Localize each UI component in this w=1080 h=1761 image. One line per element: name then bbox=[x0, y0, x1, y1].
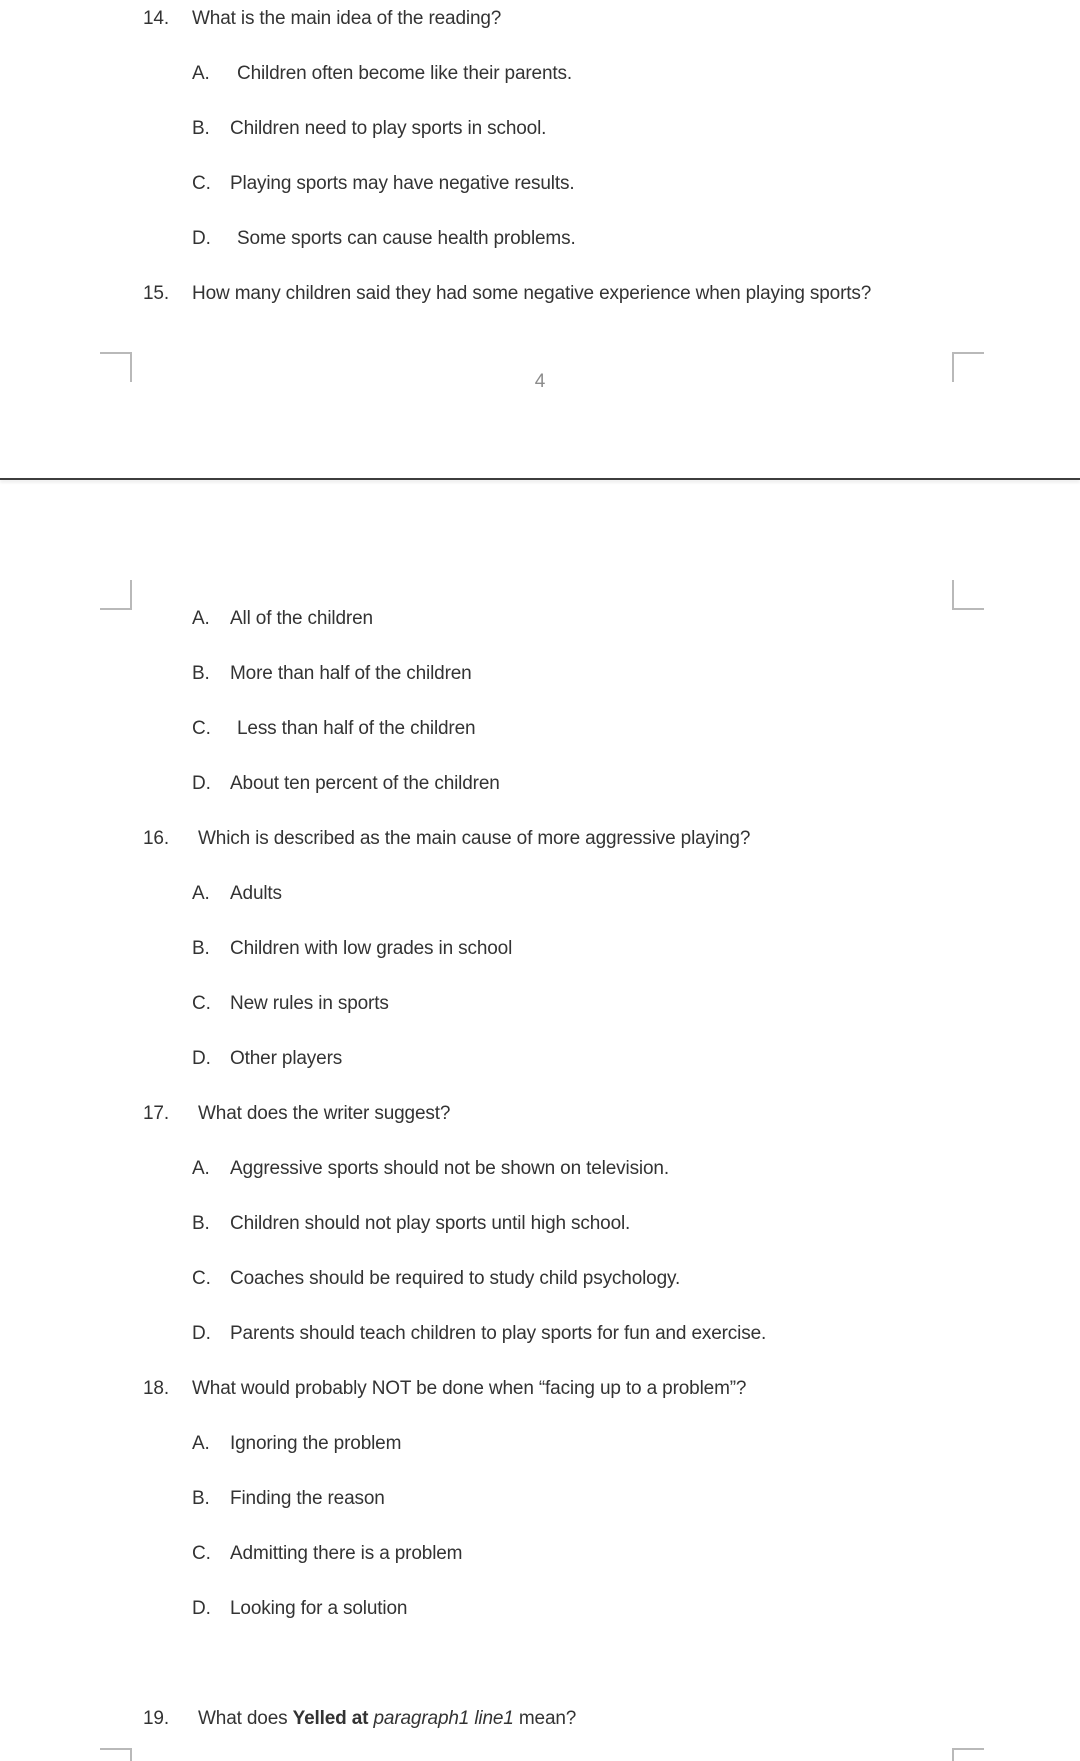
option-letter: C. bbox=[192, 1543, 211, 1564]
option-letter: D. bbox=[192, 1323, 211, 1344]
option-letter: D. bbox=[192, 228, 211, 249]
question-text bbox=[198, 1708, 576, 1730]
option-text: Looking for a solution bbox=[230, 1598, 408, 1619]
option-text: Playing sports may have negative results. bbox=[230, 173, 575, 194]
question-row bbox=[0, 1103, 1080, 1125]
question-number: 17. bbox=[143, 1103, 169, 1124]
question-text: Which is described as the main cause of more aggressive playing? bbox=[198, 828, 751, 849]
option-row bbox=[0, 1433, 1080, 1455]
crop-mark-page5-bottom-right bbox=[952, 1748, 984, 1761]
option-text: More than half of the children bbox=[230, 663, 472, 684]
option-text: Some sports can cause health problems. bbox=[237, 228, 576, 249]
option-text: Adults bbox=[230, 883, 282, 904]
question-text: How many children said they had some negative experience when playing sports? bbox=[192, 283, 872, 304]
question-number: 14. bbox=[143, 8, 169, 29]
option-row bbox=[0, 883, 1080, 905]
option-text: New rules in sports bbox=[230, 993, 389, 1014]
option-text: Less than half of the children bbox=[237, 718, 476, 739]
question-number: 16. bbox=[143, 828, 169, 849]
option-text: Aggressive sports should not be shown on television. bbox=[230, 1158, 669, 1179]
question-row bbox=[0, 283, 1080, 305]
option-text: Parents should teach children to play sports for fun and exercise. bbox=[230, 1323, 767, 1344]
question-row bbox=[0, 1708, 1080, 1730]
option-row bbox=[0, 63, 1080, 85]
option-letter: A. bbox=[192, 1433, 210, 1454]
option-row bbox=[0, 1488, 1080, 1510]
option-row bbox=[0, 938, 1080, 960]
option-row bbox=[0, 173, 1080, 195]
question-text-part: Yelled at bbox=[292, 1708, 369, 1729]
option-row bbox=[0, 1323, 1080, 1345]
option-letter: B. bbox=[192, 118, 210, 139]
option-letter: B. bbox=[192, 1488, 210, 1509]
option-letter: B. bbox=[192, 663, 210, 684]
question-row bbox=[0, 828, 1080, 850]
crop-mark-page5-bottom-left bbox=[100, 1748, 132, 1761]
option-text: About ten percent of the children bbox=[230, 773, 500, 794]
option-text: Other players bbox=[230, 1048, 343, 1069]
option-row bbox=[0, 1598, 1080, 1620]
option-row bbox=[0, 1048, 1080, 1070]
page-number: 4 bbox=[534, 371, 546, 392]
question-text-part: mean? bbox=[513, 1708, 577, 1729]
page-break-divider bbox=[0, 478, 1080, 480]
option-letter: A. bbox=[192, 883, 210, 904]
option-letter: D. bbox=[192, 1048, 211, 1069]
option-letter: B. bbox=[192, 938, 210, 959]
option-letter: B. bbox=[192, 1213, 210, 1234]
option-text: Coaches should be required to study child psychology. bbox=[230, 1268, 681, 1289]
option-text: Children should not play sports until high school. bbox=[230, 1213, 631, 1234]
option-text: Ignoring the problem bbox=[230, 1433, 402, 1454]
option-row bbox=[0, 1543, 1080, 1565]
option-row bbox=[0, 993, 1080, 1015]
option-text: Children need to play sports in school. bbox=[230, 118, 547, 139]
option-row bbox=[0, 1268, 1080, 1290]
option-letter: A. bbox=[192, 1158, 210, 1179]
option-text: All of the children bbox=[230, 608, 373, 629]
option-row bbox=[0, 718, 1080, 740]
question-text: What is the main idea of the reading? bbox=[192, 8, 502, 29]
option-row bbox=[0, 1158, 1080, 1180]
option-row bbox=[0, 228, 1080, 250]
option-row bbox=[0, 118, 1080, 140]
option-letter: A. bbox=[192, 608, 210, 629]
option-text: Admitting there is a problem bbox=[230, 1543, 463, 1564]
option-letter: C. bbox=[192, 1268, 211, 1289]
option-text: Children with low grades in school bbox=[230, 938, 513, 959]
crop-mark-page5-top-right bbox=[952, 580, 984, 610]
option-row bbox=[0, 608, 1080, 630]
question-text-part: What does bbox=[198, 1708, 293, 1729]
option-text: Finding the reason bbox=[230, 1488, 385, 1509]
question-number: 18. bbox=[143, 1378, 169, 1399]
option-text: Children often become like their parents. bbox=[237, 63, 572, 84]
option-letter: D. bbox=[192, 773, 211, 794]
option-letter: C. bbox=[192, 173, 211, 194]
question-text: What does the writer suggest? bbox=[198, 1103, 451, 1124]
option-row bbox=[0, 773, 1080, 795]
question-text: What would probably NOT be done when “facing up to a problem”? bbox=[192, 1378, 747, 1399]
crop-mark-page5-top-left bbox=[100, 580, 132, 610]
option-letter: C. bbox=[192, 993, 211, 1014]
option-letter: A. bbox=[192, 63, 210, 84]
option-row bbox=[0, 663, 1080, 685]
question-text-part: paragraph1 line1 bbox=[373, 1708, 514, 1729]
question-number: 15. bbox=[143, 283, 169, 304]
question-row bbox=[0, 1378, 1080, 1400]
option-row bbox=[0, 1213, 1080, 1235]
option-letter: C. bbox=[192, 718, 211, 739]
question-number: 19. bbox=[143, 1708, 169, 1729]
question-row bbox=[0, 8, 1080, 30]
option-letter: D. bbox=[192, 1598, 211, 1619]
